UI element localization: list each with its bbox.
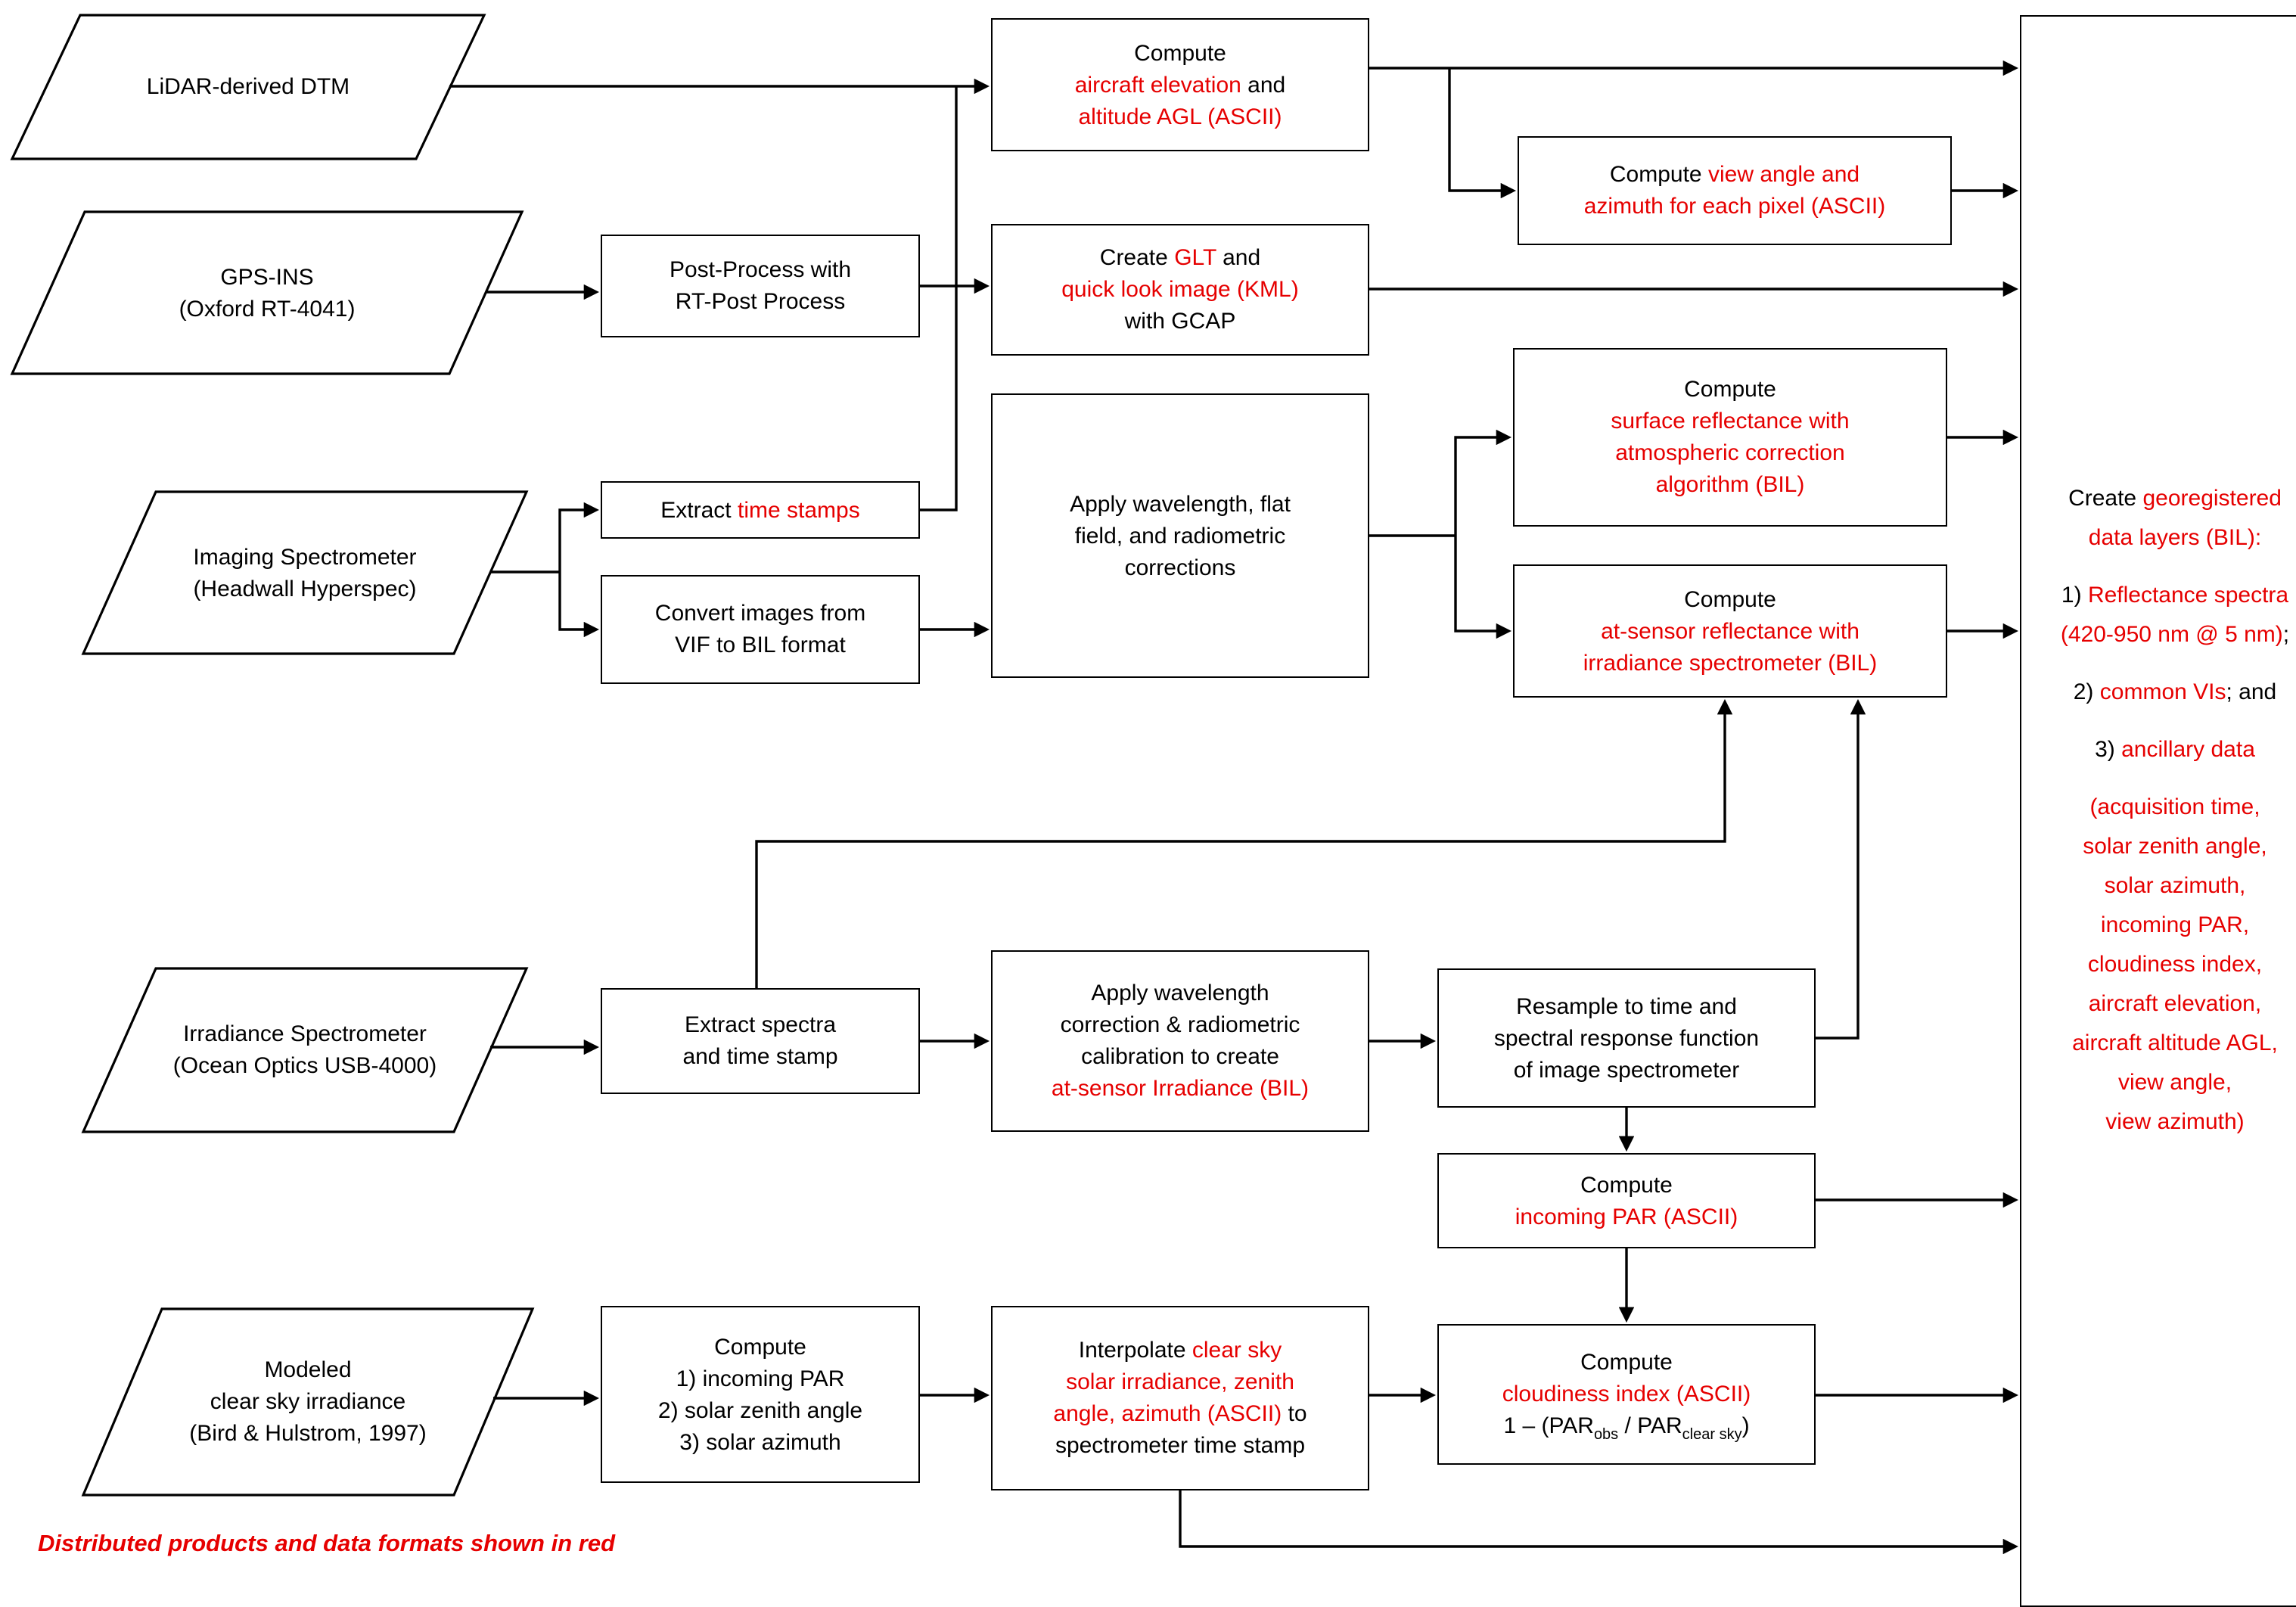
process-compute-aircraft-elevation (991, 18, 1369, 151)
process-convert-images (601, 575, 920, 684)
arrow-to-surface-reflectance (1456, 437, 1508, 536)
text-line (1502, 1379, 1751, 1410)
text-segment: Modeled (264, 1357, 352, 1383)
text-segment: Create (2068, 486, 2143, 511)
text-segment: solar zenith angle, (2083, 834, 2267, 859)
text-line (1503, 1410, 1749, 1442)
process-extract-spectra (601, 988, 920, 1094)
text-line (1516, 990, 1737, 1022)
text-segment: cloudiness index, (2087, 952, 2263, 978)
text-segment: view angle and (1707, 162, 1860, 188)
text-line (210, 1386, 405, 1418)
text-segment: (Headwall Hyperspec) (193, 576, 417, 601)
text-segment: incoming PAR (ASCII) (1515, 1204, 1738, 1229)
text-line (220, 261, 313, 293)
text-line (2118, 1064, 2232, 1103)
text-segment: Compute (714, 1334, 806, 1360)
text-line (1100, 242, 1260, 274)
text-line (193, 541, 416, 573)
process-post-process (601, 235, 920, 337)
process-compute-incoming-par (1437, 1153, 1816, 1248)
text-line (679, 1426, 840, 1458)
process-compute-surface-reflectance (1513, 348, 1947, 527)
text-segment: georegistered (2142, 486, 2282, 511)
text-segment: clear sky (1191, 1338, 1282, 1363)
input-imaging-spectrometer (83, 492, 527, 654)
text-line (1583, 647, 1878, 679)
text-segment: Create (1099, 245, 1175, 271)
output-georegistered-data-layers (2020, 15, 2296, 1607)
process-compute-view-angle (1518, 136, 1952, 245)
text-segment: solar azimuth, (2104, 873, 2246, 899)
text-line (2061, 616, 2289, 655)
text-segment: at-sensor reflectance with (1601, 618, 1859, 644)
input-modeled-clear-sky (83, 1309, 533, 1495)
text-line (660, 494, 859, 526)
process-compute-cloudiness (1437, 1324, 1816, 1465)
text-segment: solar irradiance, zenith (1066, 1369, 1294, 1395)
text-line (1091, 978, 1269, 1009)
text-segment: 1) incoming PAR (676, 1366, 845, 1391)
text-segment: azimuth for each pixel (ASCII) (1583, 194, 1886, 219)
text-line (1125, 306, 1236, 337)
text-segment: cloudiness index (ASCII) (1502, 1382, 1751, 1407)
text-line (179, 293, 356, 325)
text-line (1053, 1398, 1306, 1430)
process-interpolate-clear-sky (991, 1306, 1369, 1490)
input-lidar-dtm (12, 15, 484, 159)
text-line (1070, 488, 1291, 520)
text-line (1684, 583, 1776, 615)
text-line (2101, 906, 2249, 946)
text-segment: GLT (1174, 245, 1216, 271)
text-line (676, 286, 846, 318)
text-segment: ; and (2226, 679, 2277, 705)
text-line (2074, 673, 2277, 713)
text-segment: view angle, (2117, 1070, 2232, 1096)
text-segment: 1 – (PAR (1503, 1413, 1594, 1439)
legend-note: Distributed products and data formats shown in red (38, 1531, 616, 1557)
text-line (655, 598, 865, 629)
text-line (2105, 1103, 2244, 1142)
text-segment: at-sensor Irradiance (BIL) (1051, 1076, 1310, 1102)
text-line (685, 1009, 836, 1041)
text-line (1075, 520, 1285, 552)
arrow-split-to-extract-timestamps (560, 510, 596, 572)
text-line (1580, 1347, 1673, 1379)
arrow-timestamps-join-compute-elevation (920, 86, 956, 510)
text-segment: Apply wavelength (1091, 981, 1269, 1006)
text-segment: 2) (2073, 679, 2100, 705)
arrow-split-to-convert-images (560, 572, 596, 629)
text-segment: surface reflectance with (1611, 409, 1850, 434)
text-segment: altitude AGL (ASCII) (1078, 104, 1282, 129)
text-segment: incoming PAR, (2100, 912, 2250, 938)
text-line (1052, 1073, 1309, 1105)
text-line (714, 1331, 806, 1363)
text-line (193, 573, 416, 605)
text-segment: ancillary data (2121, 737, 2255, 763)
text-segment: (Ocean Optics USB-4000) (172, 1053, 437, 1079)
text-segment: ; (2282, 622, 2290, 648)
text-segment: 3) (2095, 737, 2122, 763)
text-segment: Irradiance Spectrometer (183, 1021, 427, 1047)
text-segment: (420-950 nm @ 5 nm) (2060, 622, 2283, 648)
text-segment: Apply wavelength, flat (1070, 491, 1291, 517)
text-segment: Compute (1684, 377, 1776, 403)
text-line (682, 1041, 837, 1073)
text-segment: Compute (1684, 586, 1776, 612)
text-line (1580, 1169, 1673, 1201)
text-segment: and (1241, 72, 1286, 98)
process-compute-par-zenith-azimuth (601, 1306, 920, 1483)
text-segment: atmospheric correction (1615, 440, 1845, 466)
text-line (173, 1050, 437, 1082)
text-segment: spectral response function (1493, 1025, 1760, 1051)
text-segment: to (1282, 1401, 1307, 1427)
process-apply-wavelength-correction (991, 950, 1369, 1132)
text-line (1066, 1366, 1294, 1398)
text-segment: corrections (1124, 555, 1236, 580)
text-segment: and time stamp (682, 1044, 838, 1070)
text-segment: ) (1741, 1413, 1750, 1439)
text-segment: field, and radiometric (1074, 523, 1286, 549)
text-line (1055, 1430, 1305, 1462)
text-line (658, 1394, 862, 1426)
text-line (2061, 577, 2288, 616)
text-segment: clear sky irradiance (210, 1389, 406, 1415)
text-segment: Convert images from (654, 601, 866, 626)
text-segment: (Oxford RT-4041) (179, 296, 356, 322)
arrow-to-at-sensor-reflectance (1456, 536, 1508, 631)
text-line (2088, 946, 2262, 985)
text-line (670, 254, 851, 286)
text-segment: irradiance spectrometer (BIL) (1583, 650, 1878, 676)
text-segment: Reflectance spectra (2087, 583, 2289, 608)
text-line (1078, 101, 1282, 132)
text-segment: Extract (660, 497, 738, 523)
text-line (147, 71, 350, 103)
text-segment: (Bird & Hulstrom, 1997) (189, 1421, 427, 1447)
process-resample (1437, 968, 1816, 1108)
input-irradiance-spectrometer (83, 968, 527, 1132)
text-segment: data layers (BIL): (2088, 525, 2262, 551)
text-line (1656, 469, 1805, 501)
text-segment: of image spectrometer (1513, 1057, 1740, 1083)
text-line (2095, 731, 2255, 770)
text-segment: aircraft elevation (1074, 72, 1241, 98)
text-line (676, 1363, 845, 1394)
text-segment: and (1216, 245, 1261, 271)
text-segment: aircraft altitude AGL, (2072, 1030, 2278, 1056)
text-segment: algorithm (BIL) (1655, 472, 1805, 498)
text-line (1061, 1009, 1300, 1041)
text-line (1514, 1054, 1739, 1086)
text-segment: calibration to create (1081, 1044, 1279, 1070)
text-line (1584, 191, 1886, 222)
text-line (1125, 552, 1236, 583)
text-segment: Extract spectra (684, 1012, 837, 1038)
text-segment: VIF to BIL format (675, 633, 846, 658)
text-segment: aircraft elevation, (2088, 991, 2262, 1017)
text-segment: 1) (2061, 583, 2088, 608)
arrow-extract-spectra-to-at-sensor-reflectance (757, 702, 1725, 988)
text-segment: time stamps (738, 497, 860, 523)
text-line (1601, 615, 1859, 647)
text-line (1081, 1041, 1279, 1073)
arrow-branch-to-view-angle (1449, 68, 1513, 191)
process-extract-time-stamps (601, 481, 920, 539)
text-line (264, 1354, 351, 1386)
text-segment: 3) solar azimuth (679, 1429, 841, 1455)
text-line (2089, 519, 2261, 558)
text-line (1611, 406, 1849, 437)
arrow-interpolate-bottom-to-output (1180, 1490, 2015, 1546)
text-segment: correction & radiometric (1060, 1012, 1300, 1038)
text-line (2105, 867, 2246, 906)
text-segment: / PAR (1618, 1413, 1682, 1439)
text-segment: obs (1593, 1427, 1619, 1444)
text-segment: Compute (1580, 1350, 1673, 1375)
text-line (1684, 374, 1776, 406)
text-segment: Interpolate (1078, 1338, 1192, 1363)
text-segment: Imaging Spectrometer (193, 544, 417, 570)
process-compute-at-sensor-reflectance (1513, 564, 1947, 698)
text-segment: GPS-INS (220, 264, 314, 290)
text-line (1515, 1201, 1738, 1232)
text-segment: (acquisition time, (2089, 794, 2260, 820)
process-apply-corrections (991, 393, 1369, 678)
text-segment: 2) solar zenith angle (657, 1397, 863, 1423)
process-create-glt (991, 224, 1369, 356)
text-segment: angle, azimuth (ASCII) (1053, 1401, 1282, 1427)
text-line (2068, 480, 2282, 519)
text-line (2083, 828, 2267, 867)
text-line (2089, 788, 2260, 828)
text-line (675, 629, 846, 661)
text-segment: Compute (1134, 40, 1226, 66)
text-line (2072, 1024, 2278, 1064)
text-line (1134, 37, 1226, 69)
text-segment: view azimuth) (2105, 1109, 2245, 1135)
text-line (1610, 159, 1859, 191)
text-segment: quick look image (KML) (1061, 277, 1299, 303)
text-segment: RT-Post Process (675, 289, 846, 315)
text-line (1075, 69, 1286, 101)
text-segment: LiDAR-derived DTM (146, 74, 350, 100)
text-segment: Compute (1580, 1172, 1673, 1198)
text-segment: with GCAP (1124, 309, 1236, 334)
text-line (1079, 1335, 1282, 1366)
input-gps-ins (12, 212, 522, 374)
text-line (183, 1018, 427, 1050)
text-line (189, 1418, 426, 1450)
text-line (2089, 985, 2261, 1024)
text-line (1061, 274, 1298, 306)
text-segment: spectrometer time stamp (1055, 1433, 1306, 1459)
text-line (1494, 1022, 1759, 1054)
text-segment: Compute (1609, 162, 1708, 188)
arrow-resample-to-at-sensor-reflectance (1816, 702, 1858, 1038)
text-segment: common VIs (2099, 679, 2226, 705)
text-segment: Post-Process with (669, 257, 852, 283)
text-segment: Resample to time and (1516, 993, 1737, 1019)
text-line (1615, 437, 1844, 469)
text-segment: clear sky (1682, 1427, 1742, 1444)
